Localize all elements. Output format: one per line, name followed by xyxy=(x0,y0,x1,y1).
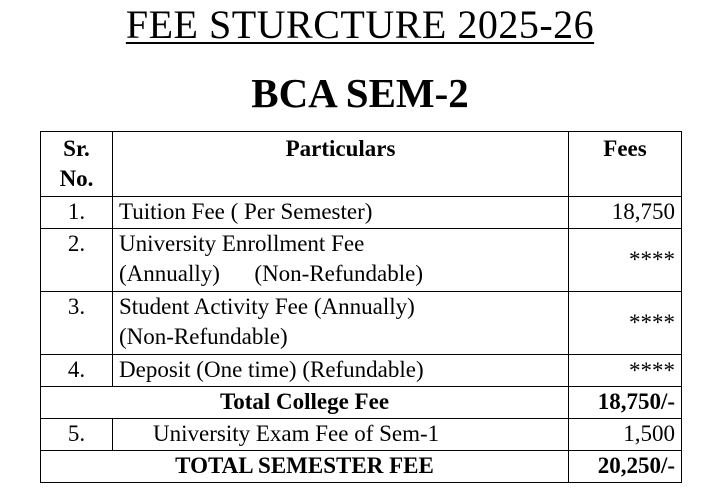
semester-total-label: TOTAL SEMESTER FEE xyxy=(41,451,569,483)
college-total-row xyxy=(41,387,682,419)
table-header-row xyxy=(41,132,682,197)
table-row xyxy=(41,419,682,451)
column-header-particulars: Particulars xyxy=(113,132,569,197)
row-particulars: University Exam Fee of Sem-1 xyxy=(113,419,569,451)
row-particulars-line: Deposit (One time) (Refundable) xyxy=(119,357,424,382)
row-particulars-line: (Annually) (Non-Refundable) xyxy=(119,261,424,286)
column-header-sr-line-2: No. xyxy=(59,166,94,191)
row-sr-number: 4. xyxy=(41,355,113,387)
semester-total-value: 20,250/- xyxy=(569,451,682,483)
row-fee: 18,750 xyxy=(569,197,682,229)
row-particulars-line: Student Activity Fee (Annually) xyxy=(119,294,415,319)
row-particulars xyxy=(113,355,569,387)
fee-table xyxy=(40,131,682,483)
row-particulars xyxy=(113,197,569,229)
row-sr-number: 1. xyxy=(41,197,113,229)
row-fee: **** xyxy=(569,229,682,292)
row-particulars-line: (Non-Refundable) xyxy=(119,324,288,349)
semester-total-row xyxy=(41,451,682,483)
row-fee: **** xyxy=(569,355,682,387)
column-header-fees: Fees xyxy=(569,132,682,197)
row-particulars-line: University Enrollment Fee xyxy=(119,231,365,256)
column-header-sr-no xyxy=(41,132,113,197)
row-fee: 1,500 xyxy=(569,419,682,451)
row-particulars-line: Tuition Fee ( Per Semester) xyxy=(119,199,373,224)
row-fee: **** xyxy=(569,292,682,355)
table-row xyxy=(41,229,682,292)
row-particulars xyxy=(113,292,569,355)
row-particulars xyxy=(113,229,569,292)
table-row xyxy=(41,197,682,229)
page-title xyxy=(0,2,720,48)
column-header-sr-line-1: Sr. xyxy=(63,136,90,161)
page-title-text: FEE STURCTURE 2025-26 xyxy=(125,2,595,47)
row-sr-number: 3. xyxy=(41,292,113,355)
row-sr-number: 5. xyxy=(41,419,113,451)
row-sr-number: 2. xyxy=(41,229,113,292)
college-total-value: 18,750/- xyxy=(569,387,682,419)
table-row xyxy=(41,292,682,355)
table-row xyxy=(41,355,682,387)
page-subtitle: BCA SEM-2 xyxy=(251,70,469,116)
college-total-label: Total College Fee xyxy=(41,387,569,419)
